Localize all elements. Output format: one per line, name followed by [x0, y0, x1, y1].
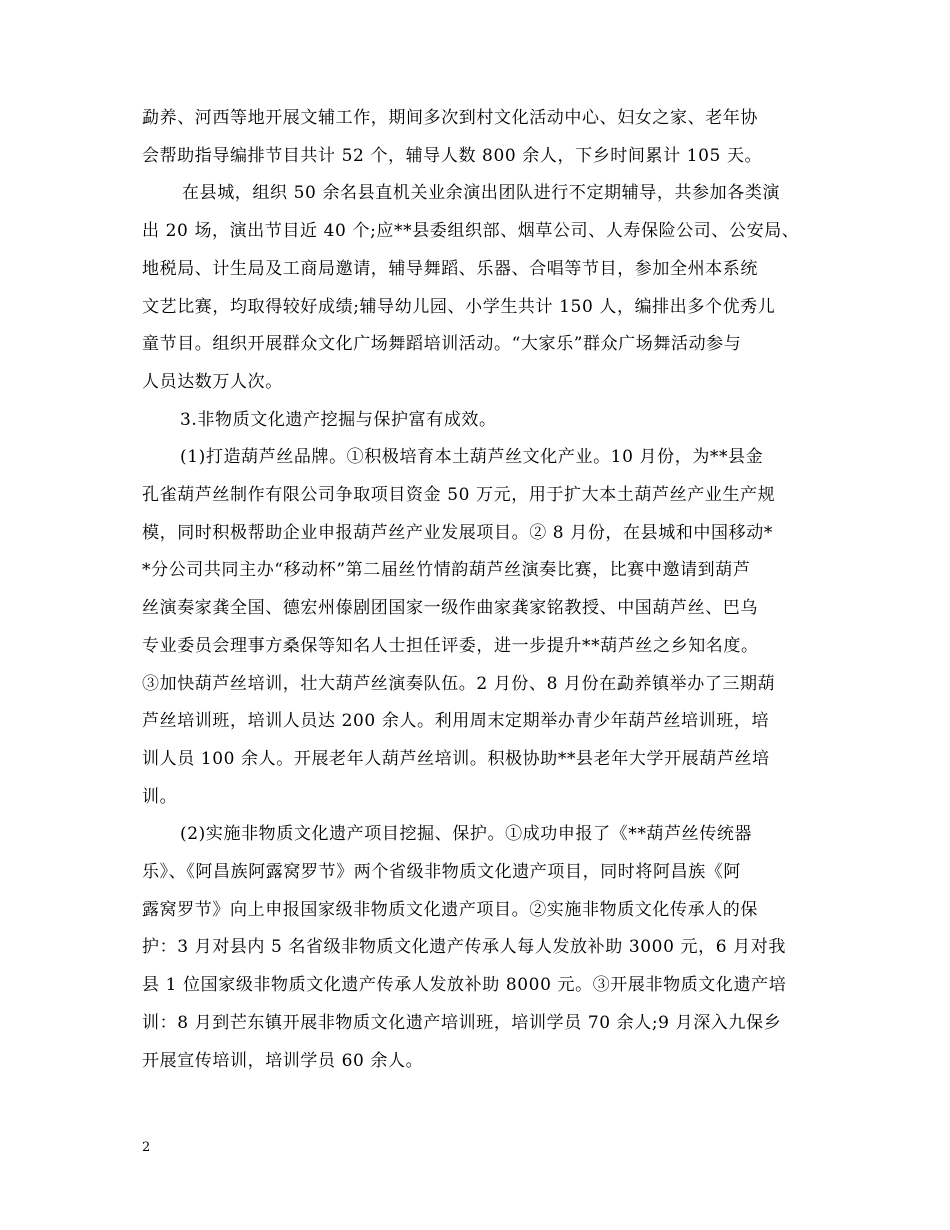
text-line: 乐》、《阿昌族阿露窝罗节》两个省级非物质文化遗产项目，同时将阿昌族《阿 — [142, 862, 741, 882]
text-line: 训人员 100 余人。开展老年人葫芦丝培训。积极协助**县老年大学开展葫芦丝培 — [142, 749, 770, 769]
text-line: 露窝罗节》向上申报国家级非物质文化遗产项目。②实施非物质文化传承人的保 — [142, 900, 758, 920]
text-line: 开展宣传培训，培训学员 60 余人。 — [142, 1051, 424, 1071]
text-line: ③加快葫芦丝培训，壮大葫芦丝演奏队伍。2 月份、8 月份在勐养镇举办了三期葫 — [142, 674, 776, 694]
text-line: 训：8 月到芒东镇开展非物质文化遗产培训班，培训学员 70 余人;9 月深入九保乡 — [142, 1013, 782, 1033]
text-line: 县 1 位国家级非物质文化遗产传承人发放补助 8000 元。③开展非物质文化遗产培 — [142, 975, 787, 995]
text-line: 在县城，组织 50 余名县直机关业余演出团队进行不定期辅导，共参加各类演 — [182, 183, 781, 203]
text-line: 孔雀葫芦丝制作有限公司争取项目资金 50 万元，用于扩大本土葫芦丝产业生产规 — [142, 485, 776, 505]
text-line: 会帮助指导编排节目共计 52 个，辅导人数 800 余人，下乡时间累计 105 天。 — [142, 146, 763, 166]
text-line: (2)实施非物质文化遗产项目挖掘、保护。①成功申报了《**葫芦丝传统器 — [180, 824, 753, 844]
section-heading: 3.非物质文化遗产挖掘与保护富有成效。 — [180, 410, 497, 430]
text-line: 芦丝培训班，培训人员达 200 余人。利用周末定期举办青少年葫芦丝培训班，培 — [142, 711, 770, 731]
text-line: 人员达数万人次。 — [142, 372, 283, 392]
text-line: 童节目。组织开展群众文化广场舞蹈培训活动。“大家乐”群众广场舞活动参与 — [142, 334, 742, 354]
text-line: 文艺比赛，均取得较好成绩;辅导幼儿园、小学生共计 150 人，编排出多个优秀儿 — [142, 297, 776, 317]
text-line: 勐养、河西等地开展文辅工作，期间多次到村文化活动中心、妇女之家、老年协 — [142, 108, 758, 128]
text-line: 模，同时积极帮助企业申报葫芦丝产业发展项目。② 8 月份，在县城和中国移动* — [142, 523, 773, 543]
text-line: 地税局、计生局及工商局邀请，辅导舞蹈、乐器、合唱等节目，参加全州本系统 — [142, 259, 758, 279]
text-line: 训。 — [142, 787, 178, 807]
text-line: 出 20 场，演出节目近 40 个;应**县委组织部、烟草公司、人寿保险公司、公安局、 — [142, 221, 800, 241]
text-line: 专业委员会理事方桑保等知名人士担任评委，进一步提升**葫芦丝之乡知名度。 — [142, 636, 759, 656]
text-line: 丝演奏家龚全国、德宏州傣剧团国家一级作曲家龚家铭教授、中国葫芦丝、巴乌 — [142, 598, 758, 618]
text-line: (1)打造葫芦丝品牌。①积极培育本土葫芦丝文化产业。10 月份，为**县金 — [180, 447, 764, 467]
page-number: 2 — [142, 1140, 151, 1155]
text-line: *分公司共同主办“移动杯”第二届丝竹情韵葫芦丝演奏比赛，比赛中邀请到葫芦 — [142, 560, 751, 580]
text-line: 护：3 月对县内 5 名省级非物质文化遗产传承人每人发放补助 3000 元，6 月对我 — [142, 937, 786, 957]
